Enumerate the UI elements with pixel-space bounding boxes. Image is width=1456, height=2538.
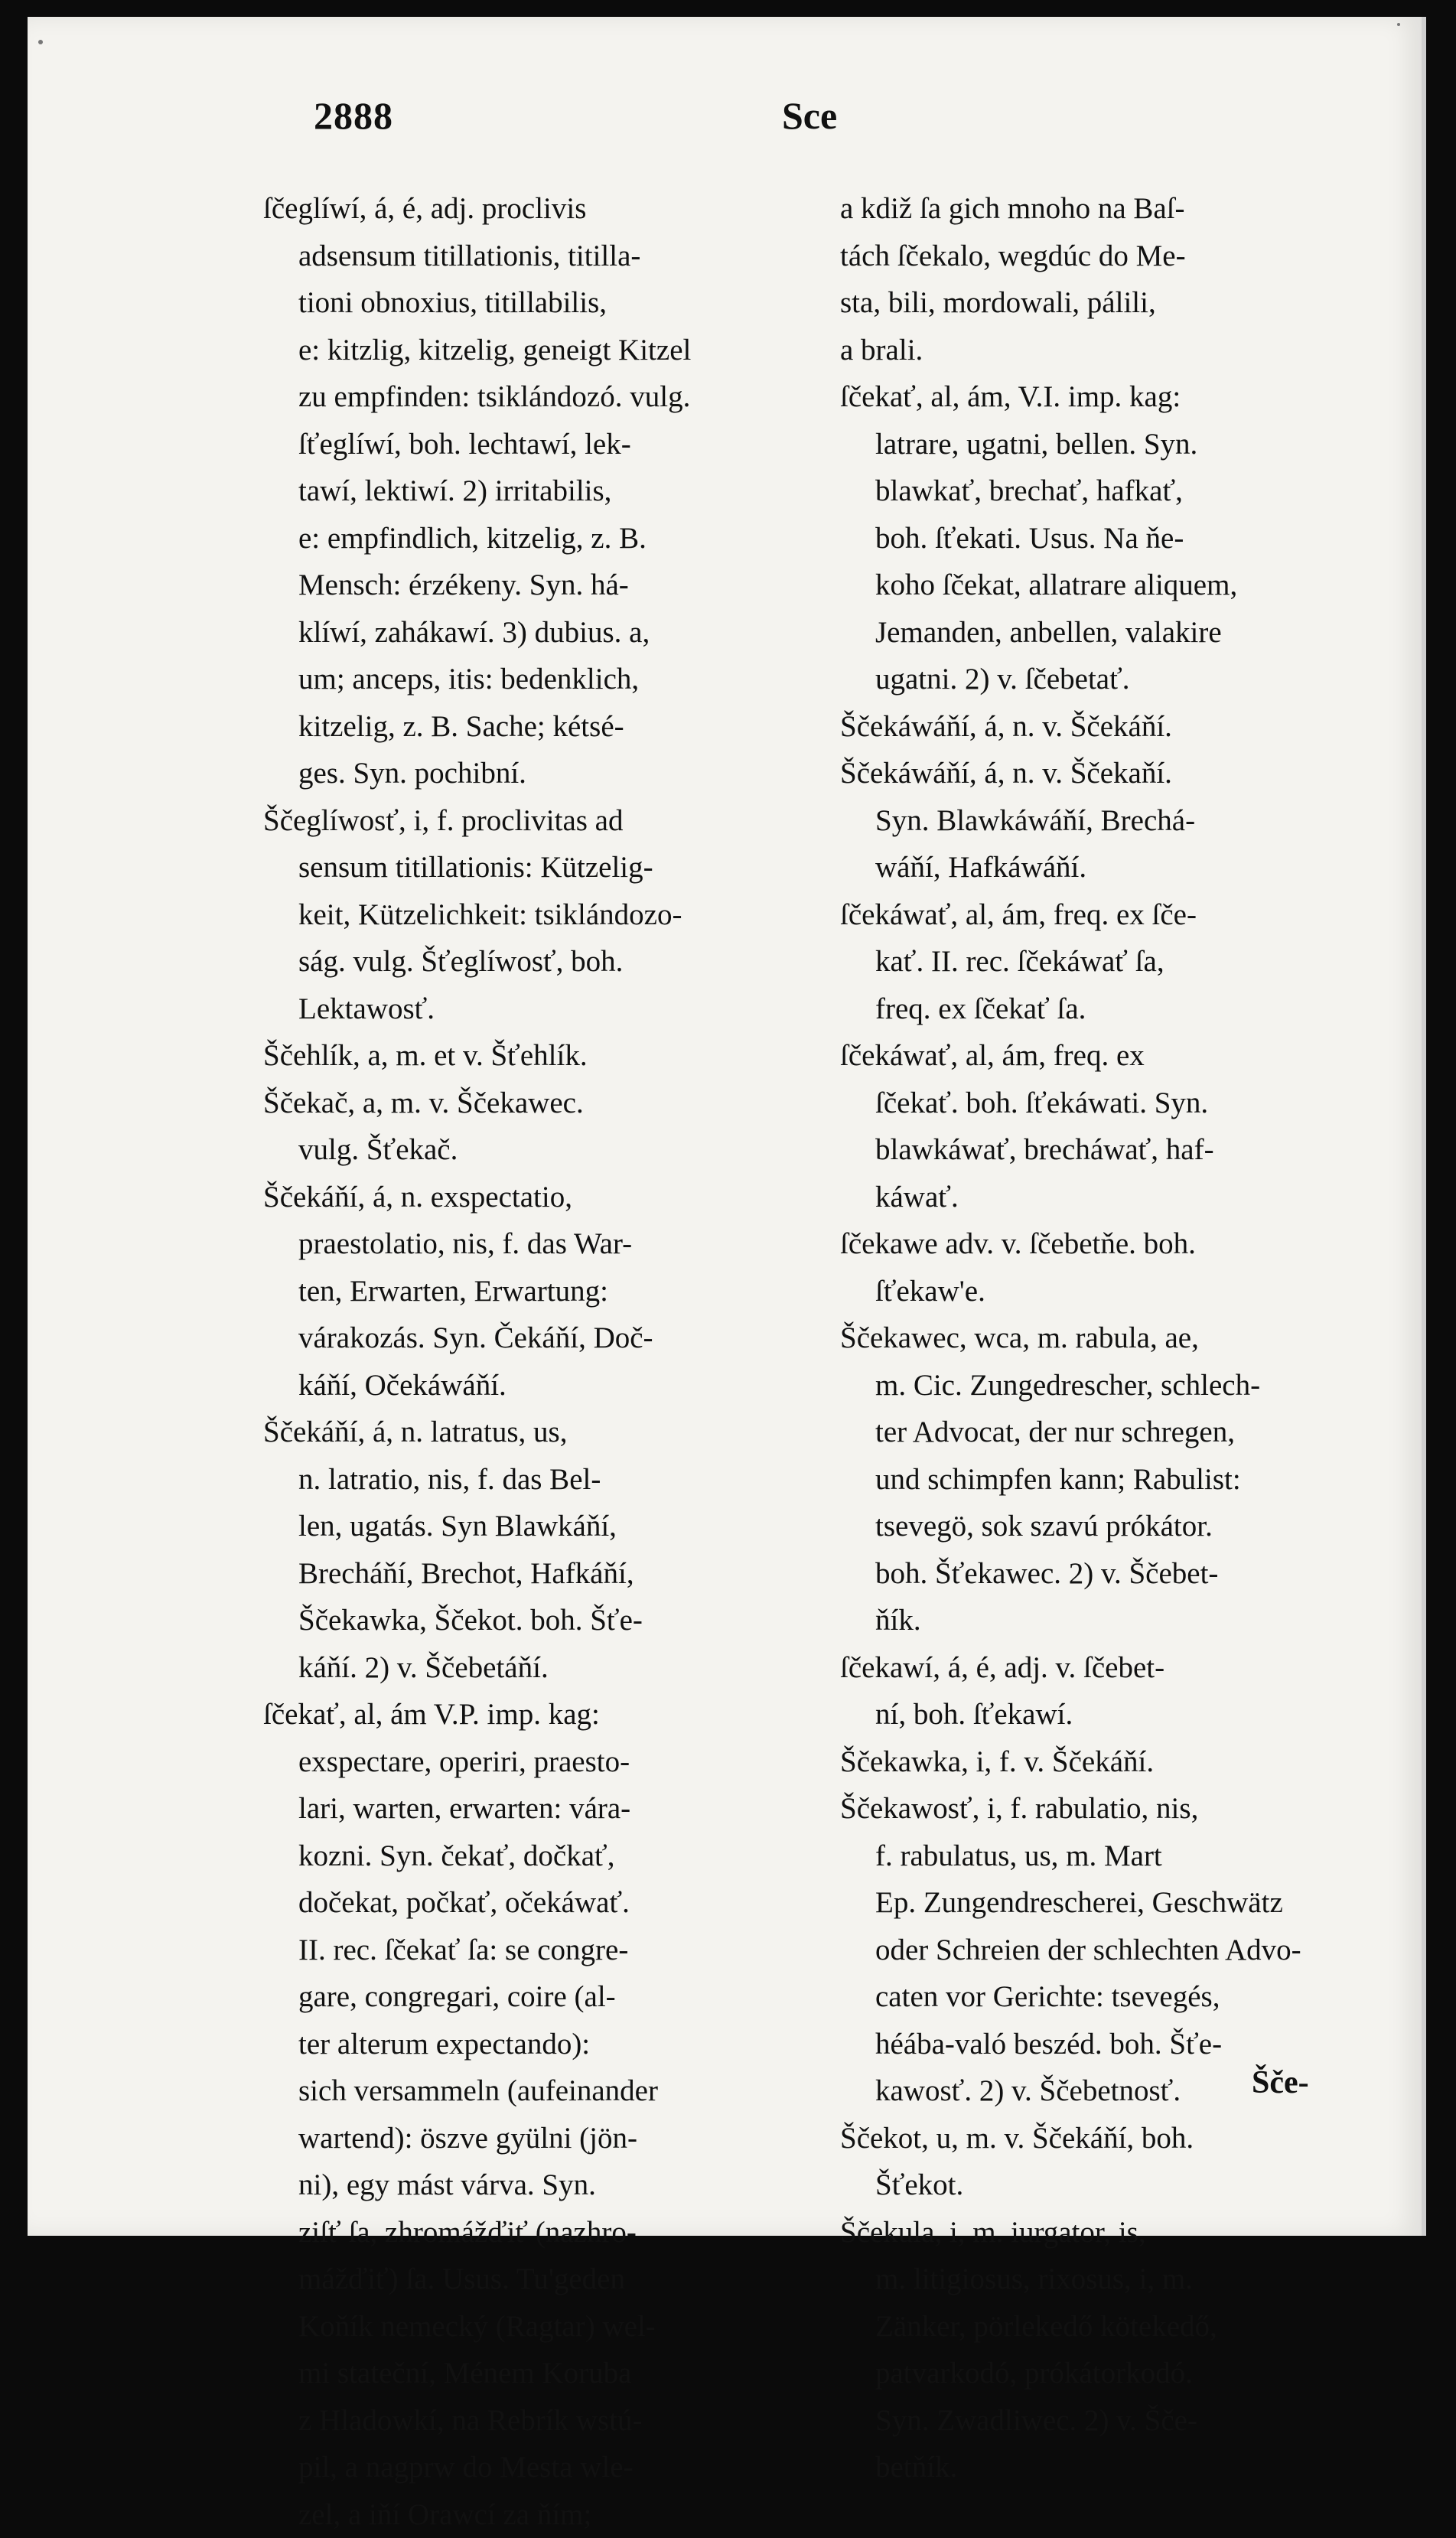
entry-line: klíwí, zahákawí. 3) dubius. a, xyxy=(263,609,814,656)
entry-line: kitzelig, z. B. Sache; kétsé- xyxy=(263,703,814,751)
entry-line: patvarkodó, prókátorkodó. xyxy=(840,2350,1383,2397)
entry-line: boh. ſťekati. Usus. Na ňe- xyxy=(840,515,1383,562)
entry-line: ges. Syn. pochibní. xyxy=(263,750,814,797)
entry-line: blawkať, brechať, hafkať, xyxy=(840,468,1383,515)
entry-line: z Hladowkí, na Rebrík wstú- xyxy=(263,2397,814,2445)
entry-line: und schimpfen kann; Rabulist: xyxy=(840,1456,1383,1504)
entry-line: ſčekawe adv. v. ſčebetňe. boh. xyxy=(840,1220,1383,1268)
running-head: Sce xyxy=(782,93,837,138)
entry-line: Jemanden, anbellen, valakire xyxy=(840,609,1383,656)
entry-line: Ščehlík, a, m. et v. Šťehlík. xyxy=(263,1032,814,1080)
page-number: 2888 xyxy=(314,93,393,138)
entry-line: m. litigiosus, rixosus, i, m. xyxy=(840,2256,1383,2303)
entry-line: kozni. Syn. čekať, dočkať, xyxy=(263,1833,814,1880)
entry-line: várakozás. Syn. Čekáňí, Doč- xyxy=(263,1315,814,1362)
entry-line: káňí, Očekáwáňí. xyxy=(263,1362,814,1409)
entry-line: ňík. xyxy=(840,1597,1383,1644)
entry-line: ſčekáwať, al, ám, freq. ex ſče- xyxy=(840,891,1383,939)
entry-line: Mensch: érzékeny. Syn. há- xyxy=(263,562,814,609)
entry-line: oder Schreien der schlechten Advo- xyxy=(840,1927,1383,1974)
entry-line: sich versammeln (aufeinander xyxy=(263,2067,814,2115)
entry-line: wáňí, Hafkáwáňí. xyxy=(840,844,1383,891)
entry-line: betňík. xyxy=(840,2444,1383,2491)
entry-line: dočekat, počkať, očekáwať. xyxy=(263,1879,814,1927)
page-header xyxy=(28,93,1422,139)
entry-line: a kdiž ſa gich mnoho na Baſ- xyxy=(840,185,1383,233)
entry-line: ni), egy mást várva. Syn. xyxy=(263,2162,814,2209)
entry-line: Syn. Zwadliwec. 2) v. Šče- xyxy=(840,2397,1383,2445)
entry-line: ſčekať. boh. ſťekáwati. Syn. xyxy=(840,1080,1383,1127)
entry-line: zu empfinden: tsiklándozó. vulg. xyxy=(263,373,814,421)
entry-line: lari, warten, erwarten: vára- xyxy=(263,1785,814,1833)
entry-line: káwať. xyxy=(840,1174,1383,1221)
entry-line: ter Advocat, der nur schregen, xyxy=(840,1409,1383,1456)
entry-line: ugatni. 2) v. ſčebetať. xyxy=(840,656,1383,703)
entry-line: Ščekawka, i, f. v. Ščekáňí. xyxy=(840,1738,1383,1786)
entry-line: m. Cic. Zungedrescher, schlech- xyxy=(840,1362,1383,1409)
entry-line: Ščeglíwosť, i, f. proclivitas ad xyxy=(263,797,814,845)
entry-line: Ščekawka, Ščekot. boh. Šťe- xyxy=(263,1597,814,1644)
entry-line: exspectare, operiri, praesto- xyxy=(263,1738,814,1786)
page-speck xyxy=(1397,23,1400,26)
entry-line: keit, Kützelichkeit: tsiklándozo- xyxy=(263,891,814,939)
entry-line: Zänker, pörlekedő kötekedő, xyxy=(840,2303,1383,2351)
entry-line: Ep. Zungendrescherei, Geschwätz xyxy=(840,1879,1383,1927)
entry-line: Ščekáňí, á, n. exspectatio, xyxy=(263,1174,814,1221)
right-column xyxy=(840,185,1383,2491)
entry-line: koho ſčekat, allatrare aliquem, xyxy=(840,562,1383,609)
entry-line: freq. ex ſčekať ſa. xyxy=(840,986,1383,1033)
entry-line: ſčekať, al, ám V.P. imp. kag: xyxy=(263,1691,814,1738)
entry-line: Ščekula, i, m. iurgator, is, xyxy=(840,2209,1383,2256)
entry-line: ſčekawí, á, é, adj. v. ſčebet- xyxy=(840,1644,1383,1692)
entry-line: e: empfindlich, kitzelig, z. B. xyxy=(263,515,814,562)
entry-line: Syn. Blawkáwáňí, Brechá- xyxy=(840,797,1383,845)
entry-line: adsensum titillationis, titilla- xyxy=(263,233,814,280)
entry-line: tioni obnoxius, titillabilis, xyxy=(263,279,814,327)
entry-line: n. latratio, nis, f. das Bel- xyxy=(263,1456,814,1504)
dictionary-page xyxy=(28,17,1426,2236)
page-speck xyxy=(38,40,43,44)
entry-line: ſčekať, al, ám, V.I. imp. kag: xyxy=(840,373,1383,421)
entry-line: ſťekaw'e. xyxy=(840,1268,1383,1315)
entry-line: Ščekač, a, m. v. Ščekawec. xyxy=(263,1080,814,1127)
entry-line: kať. II. rec. ſčekáwať ſa, xyxy=(840,938,1383,986)
entry-line: Koňík nemecký (Ragtar) wel- xyxy=(263,2303,814,2351)
entry-line: Ščekawec, wca, m. rabula, ae, xyxy=(840,1315,1383,1362)
entry-line: gare, congregari, coire (al- xyxy=(263,1973,814,2021)
entry-line: caten vor Gerichte: tsevegés, xyxy=(840,1973,1383,2021)
entry-line: f. rabulatus, us, m. Mart xyxy=(840,1833,1383,1880)
entry-line: sta, bili, mordowali, pálili, xyxy=(840,279,1383,327)
entry-line: Brecháňí, Brechot, Hafkáňí, xyxy=(263,1550,814,1598)
entry-line: blawkáwať, brecháwať, haf- xyxy=(840,1126,1383,1174)
entry-line: II. rec. ſčekať ſa: se congre- xyxy=(263,1927,814,1974)
entry-line: Ščekáwáňí, á, n. v. Ščekáňí. xyxy=(840,703,1383,751)
entry-line: héába-való beszéd. boh. Šťe- xyxy=(840,2021,1383,2068)
entry-line: um; anceps, itis: bedenklich, xyxy=(263,656,814,703)
entry-line: e: kitzlig, kitzelig, geneigt Kitzel xyxy=(263,327,814,374)
entry-line: ſčeglíwí, á, é, adj. proclivis xyxy=(263,185,814,233)
entry-line: boh. Šťekawec. 2) v. Ščebet- xyxy=(840,1550,1383,1598)
entry-line: len, ugatás. Syn Blawkáňí, xyxy=(263,1503,814,1550)
entry-line: tách ſčekalo, wegdúc do Me- xyxy=(840,233,1383,280)
entry-line: wartend): öszve gyülni (jön- xyxy=(263,2115,814,2162)
entry-line: tawí, lektiwí. 2) irritabilis, xyxy=(263,468,814,515)
entry-line: praestolatio, nis, f. das War- xyxy=(263,1220,814,1268)
entry-line: Ščekáwáňí, á, n. v. Ščekaňí. xyxy=(840,750,1383,797)
entry-line: tsevegö, sok szavú prókátor. xyxy=(840,1503,1383,1550)
catchword: Šče- xyxy=(1252,2064,1309,2101)
entry-line: Šťekot. xyxy=(840,2162,1383,2209)
entry-line: ſčekáwať, al, ám, freq. ex xyxy=(840,1032,1383,1080)
entry-line: vulg. Šťekač. xyxy=(263,1126,814,1174)
entry-line: sensum titillationis: Kützelig- xyxy=(263,844,814,891)
entry-line: ní, boh. ſťekawí. xyxy=(840,1691,1383,1738)
entry-line: Lektawosť. xyxy=(263,986,814,1033)
entry-line: mi stateční, Ménem Koruba xyxy=(263,2350,814,2397)
entry-line: ter alterum expectando): xyxy=(263,2021,814,2068)
entry-line: ten, Erwarten, Erwartung: xyxy=(263,1268,814,1315)
entry-line: ziſť ſa, zhromážďiť (nazhro- xyxy=(263,2209,814,2256)
entry-line: mážďiť) ſa. Usus. Tu'geden xyxy=(263,2256,814,2303)
entry-line: ſťeglíwí, boh. lechtawí, lek- xyxy=(263,421,814,468)
entry-line: latrare, ugatni, bellen. Syn. xyxy=(840,421,1383,468)
entry-line: ság. vulg. Šťeglíwosť, boh. xyxy=(263,938,814,986)
entry-line: pil, a nagprw do Mesta wle- xyxy=(263,2444,814,2491)
left-column xyxy=(263,185,814,2538)
entry-line: Ščekáňí, á, n. latratus, us, xyxy=(263,1409,814,1456)
entry-line: zel, a iňí Orawcí za ňím; xyxy=(263,2491,814,2538)
entry-line: Ščekawosť, i, f. rabulatio, nis, xyxy=(840,1785,1383,1833)
entry-line: kawosť. 2) v. Ščebetnosť. xyxy=(840,2067,1383,2115)
entry-line: káňí. 2) v. Ščebetáňí. xyxy=(263,1644,814,1692)
entry-line: Ščekot, u, m. v. Ščekáňí, boh. xyxy=(840,2115,1383,2162)
entry-line: a brali. xyxy=(840,327,1383,374)
